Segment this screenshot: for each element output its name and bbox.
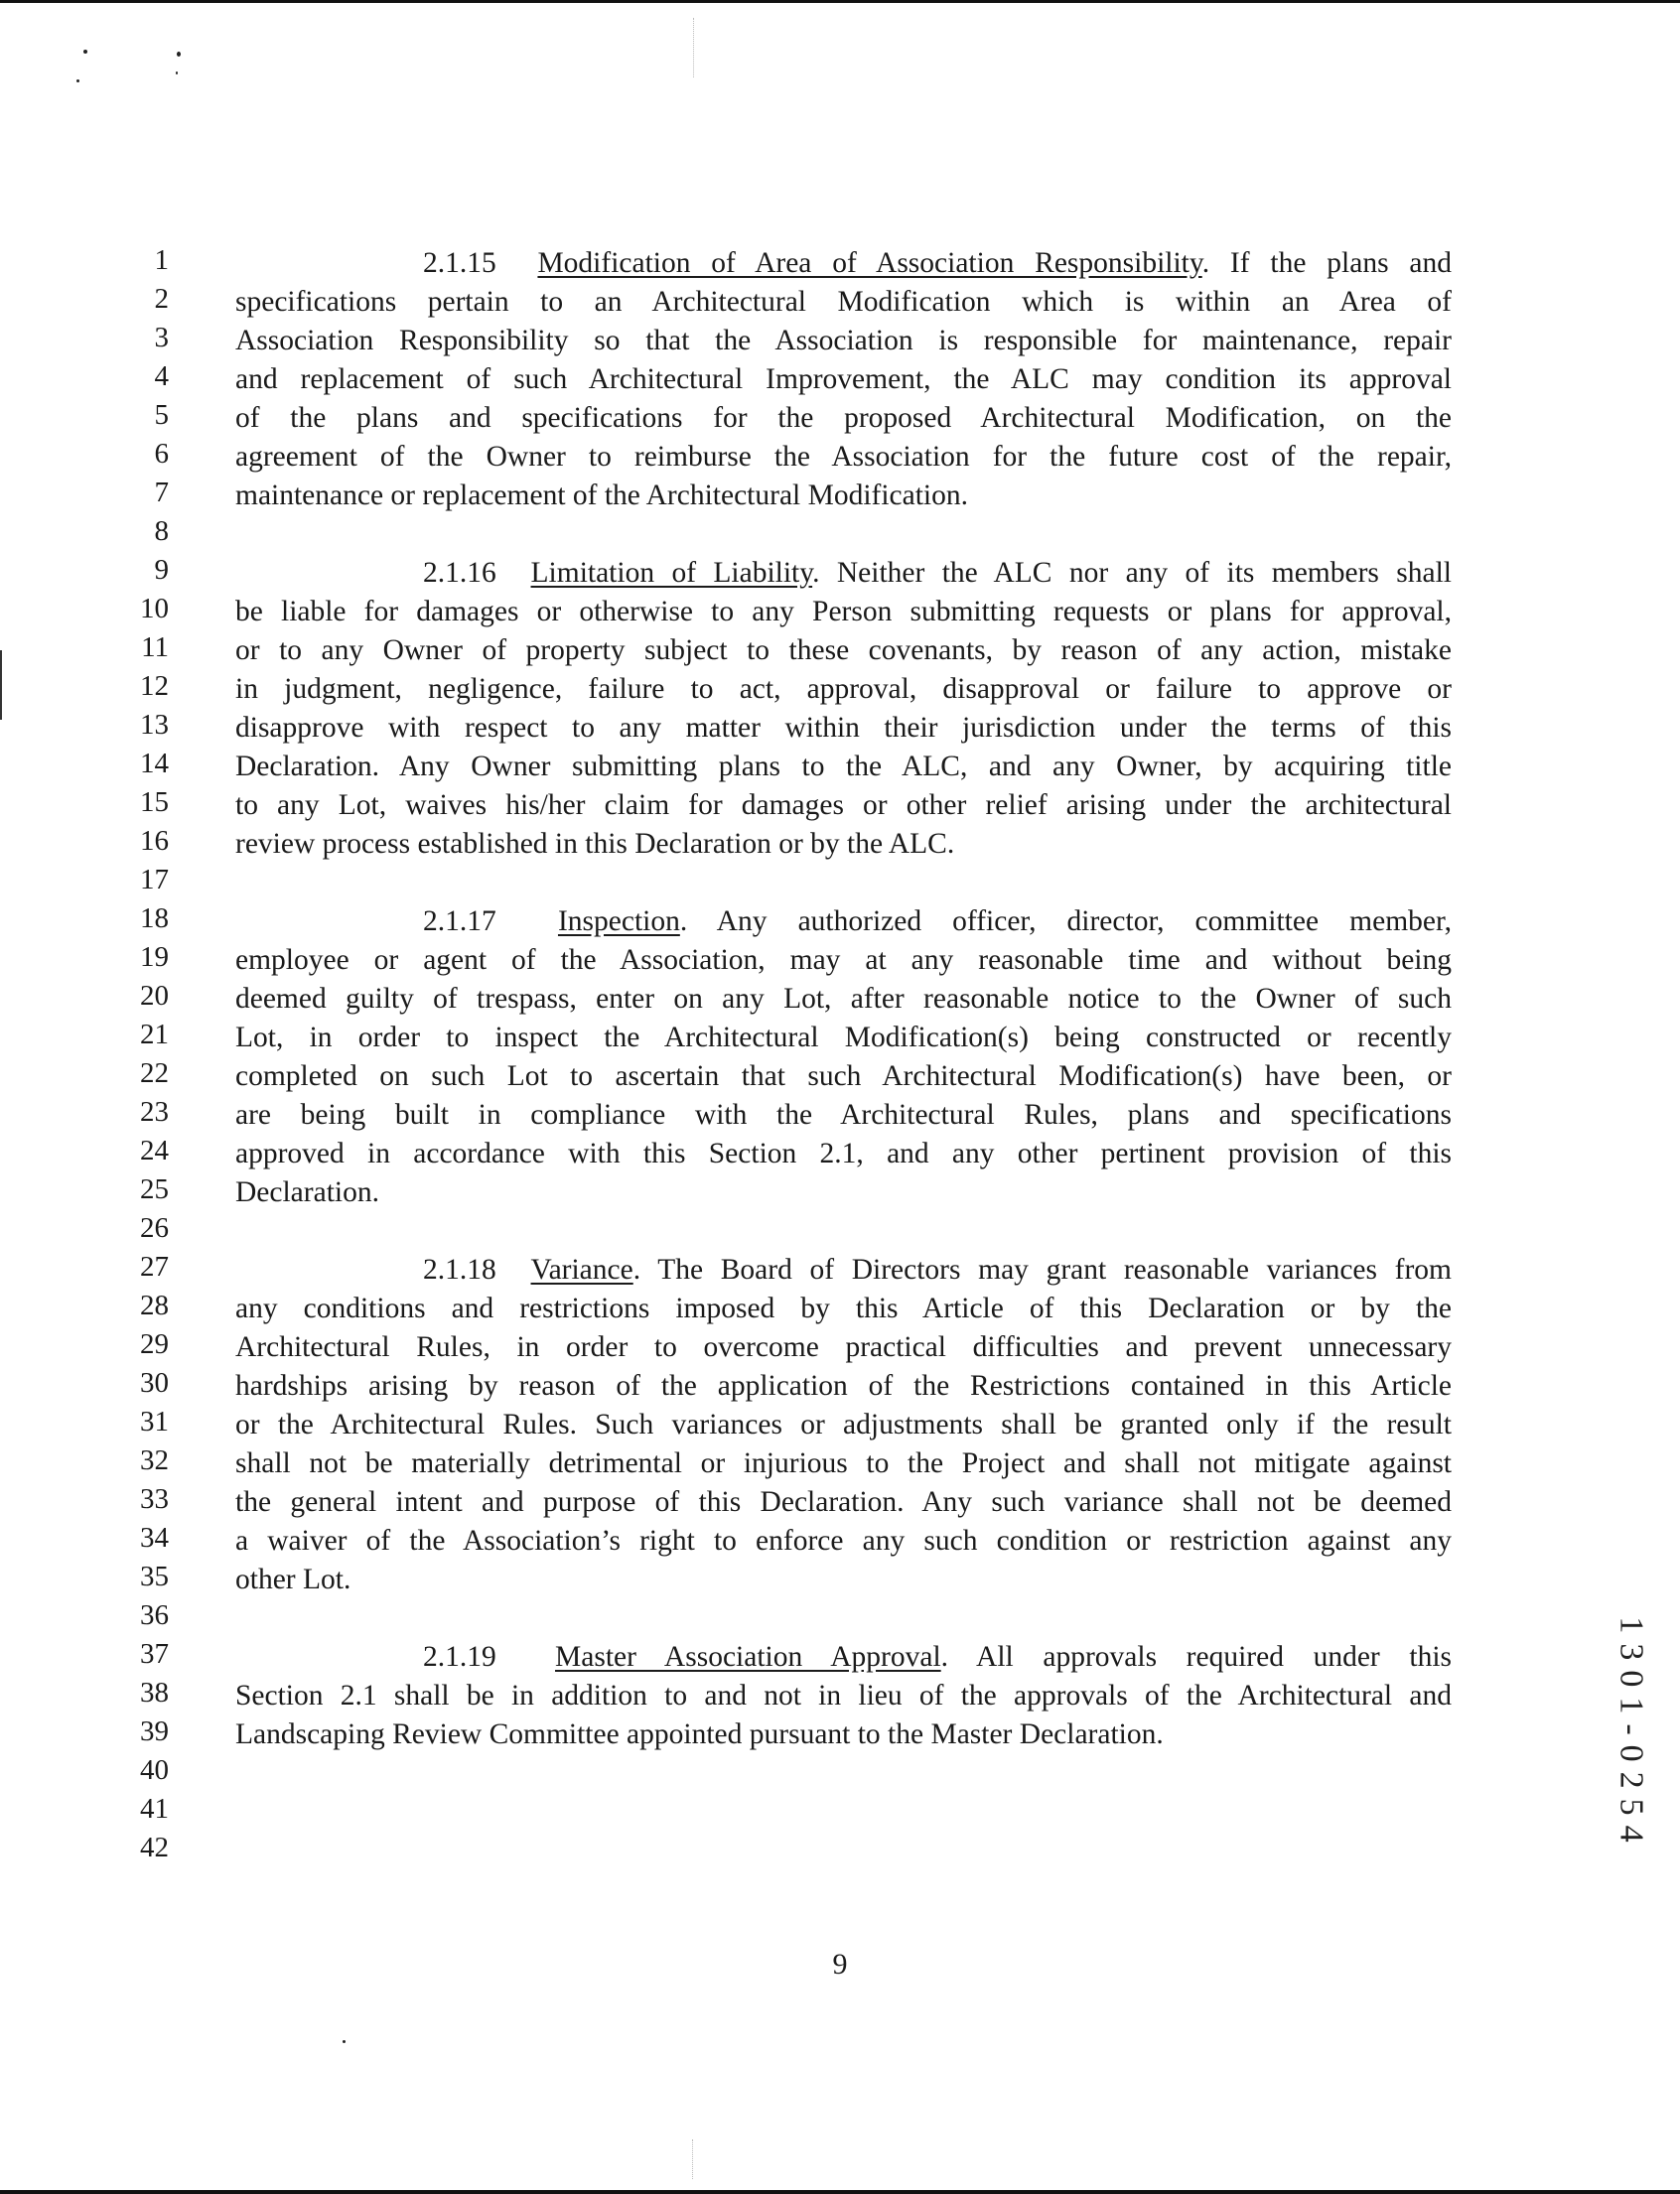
line-number: 18 — [140, 902, 169, 934]
paragraph-line: to any Lot, waives his/her claim for damages or other relief arising under the architectural — [235, 789, 1452, 821]
paragraph-line: specifications pertain to an Architectural Modification which is within an Area of — [235, 286, 1452, 318]
line-number: 7 — [154, 477, 169, 508]
paragraph-line: Lot, in order to inspect the Architectural Modification(s) being constructed or recently — [235, 1022, 1452, 1053]
line-number: 3 — [154, 322, 169, 353]
paragraph-line: or to any Owner of property subject to these covenants, by reason of any action, mistake — [235, 634, 1452, 666]
section-number: 2.1.16 — [423, 557, 496, 589]
paragraph-line: any conditions and restrictions imposed by this Article of this Declaration or by the — [235, 1293, 1452, 1324]
line-number: 36 — [140, 1599, 169, 1631]
line-number: 17 — [140, 864, 169, 895]
section-number: 2.1.15 — [423, 247, 496, 279]
paragraph-first-line — [423, 244, 1452, 283]
stamp-number: 1301-0254 — [1613, 1616, 1651, 1852]
paragraph-first-line — [423, 1251, 1452, 1290]
first-line-text: . Neither the ALC nor any of its members shall — [812, 557, 1453, 589]
paragraph-line: deemed guilty of trespass, enter on any Lot, after reasonable notice to the Owner of such — [235, 983, 1452, 1015]
line-number: 22 — [140, 1057, 169, 1089]
paragraph-line: or the Architectural Rules. Such variances or adjustments shall be granted only if the result — [235, 1409, 1452, 1440]
line-number: 42 — [140, 1832, 169, 1863]
section-number: 2.1.17 — [423, 905, 496, 937]
line-number: 13 — [140, 709, 169, 741]
scan-speck — [343, 2040, 346, 2043]
line-number: 20 — [140, 980, 169, 1012]
page-top-edge — [0, 0, 1680, 3]
section-title: Inspection — [557, 905, 680, 937]
line-number: 30 — [140, 1367, 169, 1399]
first-line-text: . The Board of Directors may grant reasonable variances from — [632, 1254, 1452, 1286]
paragraph-line: hardships arising by reason of the application of the Restrictions contained in this Article — [235, 1370, 1452, 1402]
paragraph-line: shall not be materially detrimental or injurious to the Project and shall not mitigate against — [235, 1447, 1452, 1479]
paragraph-line: disapprove with respect to any matter within their jurisdiction under the terms of this — [235, 712, 1452, 744]
line-number: 12 — [140, 670, 169, 702]
paragraph-line: the general intent and purpose of this Declaration. Any such variance shall not be deemed — [235, 1486, 1452, 1518]
paragraph-line: Declaration. Any Owner submitting plans to the ALC, and any Owner, by acquiring title — [235, 751, 1452, 782]
line-number: 6 — [154, 438, 169, 470]
fold-mark-bottom — [692, 2139, 693, 2179]
line-number: 26 — [140, 1212, 169, 1244]
paragraph-line: be liable for damages or otherwise to any Person submitting requests or plans for approval, — [235, 596, 1452, 627]
line-number: 28 — [140, 1290, 169, 1321]
first-line-text: . All approvals required under this — [940, 1641, 1453, 1673]
first-line-text: . Any authorized officer, director, committee member, — [679, 905, 1453, 937]
fold-mark-top — [693, 18, 694, 77]
paragraph-line: review process established in this Declaration or by the ALC. — [235, 828, 955, 860]
paragraph-line: a waiver of the Association’s right to enforce any such condition or restriction against any — [235, 1525, 1452, 1557]
line-number: 2 — [154, 283, 169, 315]
line-number: 31 — [140, 1406, 169, 1438]
section-number: 2.1.19 — [423, 1641, 496, 1673]
paragraph-line: maintenance or replacement of the Architectural Modification. — [235, 480, 969, 511]
section-title: Limitation of Liability — [530, 557, 813, 589]
line-number: 14 — [140, 748, 169, 779]
line-number: 34 — [140, 1522, 169, 1554]
line-number: 40 — [140, 1754, 169, 1786]
line-number: 19 — [140, 941, 169, 973]
line-number: 25 — [140, 1173, 169, 1205]
line-number: 38 — [140, 1677, 169, 1709]
paragraph-line: agreement of the Owner to reimburse the Association for the future cost of the repair, — [235, 441, 1452, 473]
section-number: 2.1.18 — [423, 1254, 496, 1286]
line-number: 41 — [140, 1793, 169, 1825]
line-number: 8 — [154, 515, 169, 547]
line-number: 11 — [141, 631, 169, 663]
paragraph-line: Declaration. — [235, 1176, 379, 1208]
line-number: 1 — [154, 244, 169, 276]
line-number: 9 — [154, 554, 169, 586]
scan-speck — [83, 50, 87, 54]
paragraph-line: Architectural Rules, in order to overcome practical difficulties and prevent unnecessary — [235, 1331, 1452, 1363]
line-number: 23 — [140, 1096, 169, 1128]
first-line-text: . If the plans and — [1201, 247, 1452, 279]
line-number: 39 — [140, 1715, 169, 1747]
scan-speck — [76, 79, 79, 82]
paragraph-line: Section 2.1 shall be in addition to and not in lieu of the approvals of the Architectural and — [235, 1680, 1452, 1712]
paragraph-first-line — [423, 1638, 1452, 1677]
line-number: 29 — [140, 1328, 169, 1360]
paragraph-line: are being built in compliance with the Architectural Rules, plans and specifications — [235, 1099, 1452, 1131]
paragraph-line: in judgment, negligence, failure to act, approval, disapproval or failure to approve or — [235, 673, 1452, 705]
paragraph-line: Association Responsibility so that the Association is responsible for maintenance, repair — [235, 325, 1452, 356]
line-number: 35 — [140, 1561, 169, 1592]
line-number: 32 — [140, 1444, 169, 1476]
paragraph-line: of the plans and specifications for the proposed Architectural Modification, on the — [235, 402, 1452, 434]
section-title: Master Association Approval — [555, 1641, 941, 1673]
page-bottom-edge — [0, 2190, 1680, 2194]
paragraph-line: employee or agent of the Association, may at any reasonable time and without being — [235, 944, 1452, 976]
line-number: 15 — [140, 786, 169, 818]
line-number: 4 — [154, 360, 169, 392]
line-number: 37 — [140, 1638, 169, 1670]
paragraph-line: and replacement of such Architectural Improvement, the ALC may condition its approval — [235, 363, 1452, 395]
section-title: Modification of Area of Association Responsibility — [537, 247, 1202, 279]
paragraph-first-line — [423, 554, 1452, 593]
left-edge-mark — [0, 650, 2, 720]
paragraph-line: completed on such Lot to ascertain that such Architectural Modification(s) have been, or — [235, 1060, 1452, 1092]
line-number: 16 — [140, 825, 169, 857]
paragraph-first-line — [423, 902, 1452, 941]
line-number: 24 — [140, 1135, 169, 1166]
paragraph-line: approved in accordance with this Section 2.1, and any other pertinent provision of this — [235, 1138, 1452, 1169]
line-number: 33 — [140, 1483, 169, 1515]
line-number: 27 — [140, 1251, 169, 1283]
section-title: Variance — [530, 1254, 633, 1286]
paragraph-line: Landscaping Review Committee appointed pursuant to the Master Declaration. — [235, 1718, 1164, 1750]
line-number: 5 — [154, 399, 169, 431]
scan-speck — [176, 71, 178, 74]
page-number: 9 — [832, 1948, 848, 1981]
line-number: 21 — [140, 1019, 169, 1050]
scan-speck — [177, 52, 181, 57]
paragraph-line: other Lot. — [235, 1564, 351, 1595]
recording-stamp — [1602, 1600, 1661, 1868]
line-number: 10 — [140, 593, 169, 624]
